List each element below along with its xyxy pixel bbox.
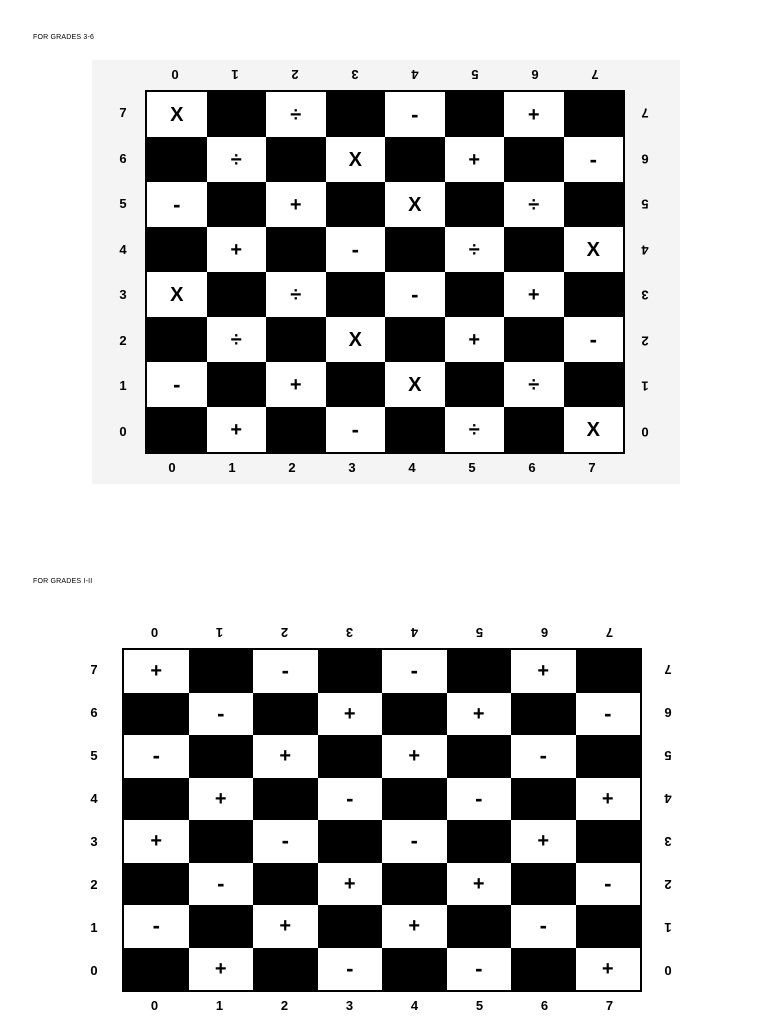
column-label-top: 6 (540, 625, 549, 641)
board-square (147, 362, 207, 407)
board-square (564, 407, 624, 452)
column-label-bottom: 5 (475, 997, 484, 1013)
row-label-left: 6 (90, 705, 98, 720)
board-square (147, 407, 207, 452)
board-square (147, 272, 207, 317)
operator-symbol: ÷ (528, 193, 540, 216)
board-square (445, 272, 505, 317)
board-square (504, 182, 564, 227)
board-square (564, 362, 624, 407)
column-label-top: 7 (605, 625, 614, 641)
board-square (511, 735, 576, 778)
board-square (147, 182, 207, 227)
operator-symbol: + (468, 328, 481, 351)
board-square (147, 317, 207, 362)
board-square (189, 948, 254, 991)
board-square (385, 92, 445, 137)
board-square (385, 407, 445, 452)
column-label-bottom: 3 (345, 997, 354, 1013)
board-square (189, 820, 254, 863)
operator-symbol: ÷ (290, 103, 302, 126)
operator-symbol: - (475, 785, 483, 811)
column-label-bottom: 0 (168, 459, 176, 475)
board-square (124, 778, 189, 821)
operator-symbol: - (173, 191, 181, 217)
operator-symbol: + (230, 418, 243, 441)
board-square (447, 650, 512, 693)
board-square (266, 227, 326, 272)
board-square (207, 137, 267, 182)
column-label-bottom: 6 (540, 997, 549, 1013)
operator-symbol: X (408, 373, 422, 396)
column-label-top: 1 (215, 625, 224, 641)
board-square (447, 693, 512, 736)
operator-symbol: - (539, 743, 547, 769)
operator-symbol: - (281, 828, 289, 854)
operator-symbol: X (586, 238, 600, 261)
board-square (564, 92, 624, 137)
operator-symbol: + (601, 787, 614, 810)
board-square (189, 693, 254, 736)
operator-symbol: ÷ (230, 328, 242, 351)
board-square (318, 650, 383, 693)
operator-symbol: - (410, 828, 418, 854)
operator-symbol: - (152, 913, 160, 939)
board-square (326, 182, 386, 227)
row-label-right: 7 (641, 105, 649, 121)
operator-symbol: + (601, 957, 614, 980)
operator-symbol: + (214, 957, 227, 980)
board-square (253, 905, 318, 948)
board-square (385, 317, 445, 362)
board-square (124, 735, 189, 778)
row-label-left: 5 (119, 196, 127, 212)
board-square (504, 362, 564, 407)
board-square (326, 227, 386, 272)
board-square (576, 863, 641, 906)
operator-symbol: ÷ (468, 418, 480, 441)
row-label-left: 2 (119, 332, 127, 348)
row-label-left: 0 (119, 423, 127, 439)
row-label-right: 1 (641, 378, 649, 394)
column-label-bottom: 6 (528, 459, 536, 475)
board-square (385, 362, 445, 407)
board-square (447, 863, 512, 906)
operator-symbol: + (230, 238, 243, 261)
column-label-bottom: 4 (408, 459, 416, 475)
board-square (147, 137, 207, 182)
board-square (511, 905, 576, 948)
operator-symbol: - (475, 955, 483, 981)
board-square (189, 863, 254, 906)
board-square (318, 820, 383, 863)
board-square (504, 272, 564, 317)
board-square (318, 948, 383, 991)
caption-grades-3-6: FOR GRADES 3-6 (33, 34, 95, 41)
row-label-right: 2 (641, 332, 649, 348)
operator-symbol: ÷ (230, 148, 242, 171)
board-square (124, 905, 189, 948)
column-label-bottom: 1 (215, 997, 224, 1013)
operator-symbol: X (348, 148, 362, 171)
board-square (504, 317, 564, 362)
operator-symbol: + (343, 872, 356, 895)
operator-symbol: X (586, 418, 600, 441)
board-square (504, 137, 564, 182)
board-square (318, 693, 383, 736)
board-square (385, 137, 445, 182)
column-label-top: 7 (591, 67, 599, 83)
board-square (385, 227, 445, 272)
board-square (253, 948, 318, 991)
column-label-top: 0 (171, 67, 179, 83)
board-square (207, 227, 267, 272)
board-square (326, 92, 386, 137)
operator-symbol: - (351, 416, 359, 442)
column-label-top: 5 (471, 67, 479, 83)
operator-symbol: - (411, 101, 419, 127)
board-square (511, 693, 576, 736)
column-label-top: 2 (280, 625, 289, 641)
board-square (382, 778, 447, 821)
board-square (511, 948, 576, 991)
board-square (382, 820, 447, 863)
row-label-right: 4 (641, 241, 649, 257)
board-square (445, 317, 505, 362)
row-label-left: 4 (90, 791, 98, 806)
operator-symbol: + (472, 872, 485, 895)
chessboard-grid (122, 648, 642, 992)
board-square (189, 778, 254, 821)
caption-grades-1-2: FOR GRADES I-II (33, 578, 93, 585)
operator-symbol: - (281, 658, 289, 684)
board-square (326, 137, 386, 182)
operator-symbol: + (537, 830, 550, 853)
row-label-left: 3 (90, 834, 98, 849)
board-square (189, 905, 254, 948)
row-label-right: 0 (641, 423, 649, 439)
operator-symbol: - (604, 700, 612, 726)
board-square (253, 778, 318, 821)
operator-symbol: + (537, 660, 550, 683)
board-square (385, 182, 445, 227)
operator-symbol: - (173, 371, 181, 397)
board-square (124, 650, 189, 693)
operator-symbol: + (289, 373, 302, 396)
column-label-top: 2 (291, 67, 299, 83)
board-square (326, 362, 386, 407)
board-square (445, 137, 505, 182)
board-square (318, 863, 383, 906)
operator-symbol: - (589, 326, 597, 352)
column-label-bottom: 2 (280, 997, 289, 1013)
row-label-left: 2 (90, 877, 98, 892)
board-square (564, 182, 624, 227)
operator-symbol: - (152, 743, 160, 769)
board-square (564, 137, 624, 182)
board-square (564, 272, 624, 317)
operator-symbol: - (217, 870, 225, 896)
board-square (326, 272, 386, 317)
row-label-right: 5 (664, 748, 672, 763)
board-square (511, 778, 576, 821)
column-label-bottom: 2 (288, 459, 296, 475)
row-label-right: 3 (664, 834, 672, 849)
board-square (207, 182, 267, 227)
board-square (382, 735, 447, 778)
operator-symbol: + (150, 830, 163, 853)
board-square (445, 407, 505, 452)
operator-symbol: - (411, 281, 419, 307)
board-square (266, 137, 326, 182)
board-square (385, 272, 445, 317)
column-label-bottom: 1 (228, 459, 236, 475)
board-square (382, 948, 447, 991)
board-square (445, 92, 505, 137)
board-square (326, 407, 386, 452)
board-square (124, 693, 189, 736)
board-square (207, 317, 267, 362)
board-square (266, 92, 326, 137)
operator-symbol: X (170, 283, 184, 306)
board-square (382, 693, 447, 736)
board-square (266, 182, 326, 227)
operator-symbol: + (343, 702, 356, 725)
board-square (147, 92, 207, 137)
board-square (511, 863, 576, 906)
column-label-top: 5 (475, 625, 484, 641)
column-label-top: 0 (150, 625, 159, 641)
board-square (318, 735, 383, 778)
operator-symbol: - (410, 658, 418, 684)
row-label-left: 7 (119, 105, 127, 121)
board-square (266, 317, 326, 362)
column-label-bottom: 7 (588, 459, 596, 475)
board-square (447, 778, 512, 821)
row-label-right: 2 (664, 877, 672, 892)
board-square (564, 227, 624, 272)
board-square (576, 948, 641, 991)
row-label-left: 7 (90, 662, 98, 677)
operator-symbol: + (279, 915, 292, 938)
operator-symbol: + (214, 787, 227, 810)
board-square (266, 407, 326, 452)
row-label-right: 3 (641, 287, 649, 303)
board-square (576, 820, 641, 863)
board-square (504, 92, 564, 137)
column-label-top: 3 (345, 625, 354, 641)
board-square (124, 820, 189, 863)
board-square (576, 735, 641, 778)
operator-symbol: ÷ (290, 283, 302, 306)
operator-symbol: X (408, 193, 422, 216)
operator-symbol: - (604, 870, 612, 896)
operator-symbol: ÷ (528, 373, 540, 396)
column-label-top: 3 (351, 67, 359, 83)
operator-symbol: X (170, 103, 184, 126)
board-square (318, 778, 383, 821)
board-square (504, 407, 564, 452)
board-square (447, 735, 512, 778)
column-label-top: 1 (231, 67, 239, 83)
board-square (447, 820, 512, 863)
row-label-right: 6 (664, 705, 672, 720)
operator-symbol: - (351, 236, 359, 262)
row-label-right: 0 (664, 963, 672, 978)
board-square (124, 948, 189, 991)
column-label-bottom: 0 (150, 997, 159, 1013)
board-square (207, 362, 267, 407)
row-label-right: 1 (664, 920, 672, 935)
board-square (253, 820, 318, 863)
board-square (253, 650, 318, 693)
board-square (511, 820, 576, 863)
column-label-top: 6 (531, 67, 539, 83)
board-square (445, 362, 505, 407)
board-square (147, 227, 207, 272)
board-square (447, 905, 512, 948)
row-label-right: 4 (664, 791, 672, 806)
operator-symbol: + (527, 103, 540, 126)
row-label-right: 7 (664, 662, 672, 677)
operator-symbol: ÷ (468, 238, 480, 261)
column-label-bottom: 7 (605, 997, 614, 1013)
board-square (266, 272, 326, 317)
column-label-top: 4 (411, 67, 419, 83)
board-square (326, 317, 386, 362)
board-square (576, 905, 641, 948)
board-square (382, 863, 447, 906)
column-label-top: 4 (410, 625, 419, 641)
column-label-bottom: 3 (348, 459, 356, 475)
operator-symbol: + (408, 915, 421, 938)
operator-symbol: - (539, 913, 547, 939)
operator-symbol: + (289, 193, 302, 216)
board-square (253, 735, 318, 778)
row-label-left: 3 (119, 287, 127, 303)
board-square (207, 92, 267, 137)
board-square (253, 693, 318, 736)
operator-symbol: - (217, 700, 225, 726)
board-square (207, 272, 267, 317)
row-label-left: 1 (119, 378, 127, 394)
operator-symbol: + (472, 702, 485, 725)
board-square (504, 227, 564, 272)
board-square (189, 735, 254, 778)
operator-symbol: + (150, 660, 163, 683)
board-square (189, 650, 254, 693)
row-label-left: 1 (90, 920, 98, 935)
board-square (207, 407, 267, 452)
board-square (445, 182, 505, 227)
board-square (382, 650, 447, 693)
chessboard-grid (145, 90, 625, 454)
operator-symbol: - (346, 785, 354, 811)
operator-symbol: + (527, 283, 540, 306)
board-square (124, 863, 189, 906)
operator-symbol: X (348, 328, 362, 351)
row-label-left: 6 (119, 150, 127, 166)
column-label-bottom: 4 (410, 997, 419, 1013)
board-square (266, 362, 326, 407)
row-label-left: 0 (90, 963, 98, 978)
board-square (576, 650, 641, 693)
board-square (576, 778, 641, 821)
board-square (318, 905, 383, 948)
row-label-right: 5 (641, 196, 649, 212)
row-label-right: 6 (641, 150, 649, 166)
row-label-left: 4 (119, 241, 127, 257)
board-square (576, 693, 641, 736)
board-square (447, 948, 512, 991)
operator-symbol: + (408, 745, 421, 768)
board-square (445, 227, 505, 272)
column-label-bottom: 5 (468, 459, 476, 475)
operator-symbol: + (279, 745, 292, 768)
row-label-left: 5 (90, 748, 98, 763)
board-square (382, 905, 447, 948)
board-square (253, 863, 318, 906)
board-square (564, 317, 624, 362)
board-square (511, 650, 576, 693)
operator-symbol: + (468, 148, 481, 171)
operator-symbol: - (346, 955, 354, 981)
operator-symbol: - (589, 146, 597, 172)
